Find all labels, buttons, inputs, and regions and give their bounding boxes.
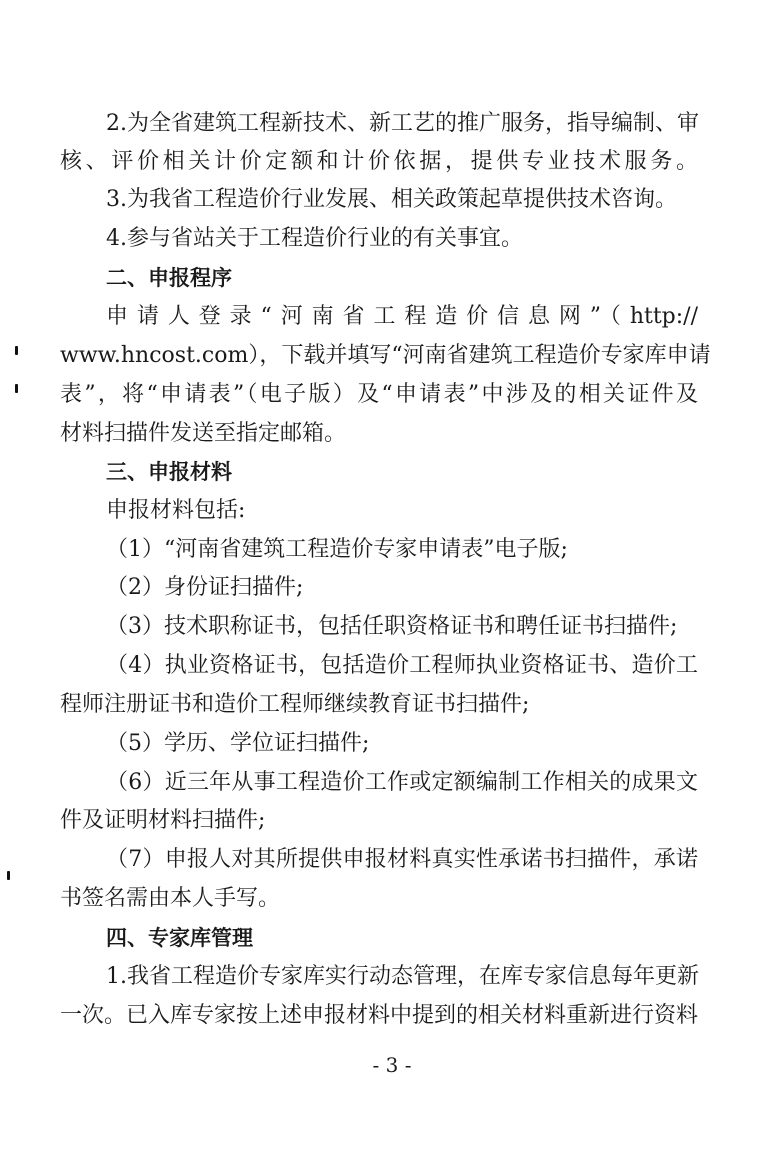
paragraph-line: 3.为我省工程造价行业发展、相关政策起草提供技术咨询。	[106, 187, 677, 212]
list-item: （1）“河南省建筑工程造价专家申请表”电子版;	[106, 537, 568, 562]
paragraph-line: 核、评价相关计价定额和计价依据，提供专业技术服务。	[60, 149, 698, 174]
list-item-continuation: 件及证明材料扫描件;	[60, 808, 266, 833]
list-item: （4）执业资格证书，包括造价工程师执业资格证书、造价工	[106, 653, 698, 678]
paragraph-line: 1.我省工程造价专家库实行动态管理，在库专家信息每年更新	[106, 964, 699, 989]
page-number: - 3 -	[372, 1053, 412, 1077]
list-item: （2）身份证扫描件;	[106, 575, 304, 600]
list-item-continuation: 程师注册证书和造价工程师继续教育证书扫描件;	[60, 692, 530, 717]
scan-speck	[15, 346, 18, 355]
paragraph-line: 表”，将“申请表”（电子版）及“申请表”中涉及的相关证件及	[60, 382, 698, 407]
list-item: （5）学历、学位证扫描件;	[106, 731, 370, 756]
paragraph-line: 一次。已入库专家按上述申报材料中提到的相关材料重新进行资料	[60, 1003, 699, 1028]
paragraph-line: 申报材料包括:	[106, 498, 246, 523]
paragraph-line: 4.参与省站关于工程造价行业的有关事宜。	[106, 226, 523, 251]
section-heading: 四、专家库管理	[106, 926, 253, 950]
scan-speck	[7, 871, 10, 880]
list-item: （7）申报人对其所提供申报材料真实性承诺书扫描件，承诺	[106, 847, 698, 872]
list-item: （3）技术职称证书，包括任职资格证书和聘任证书扫描件;	[106, 614, 678, 639]
paragraph-line: 申请人登录“河南省工程造价信息网”（http://	[106, 304, 698, 329]
paragraph-line: 材料扫描件发送至指定邮箱。	[60, 421, 347, 446]
list-item: （6）近三年从事工程造价工作或定额编制工作相关的成果文	[106, 770, 698, 795]
paragraph-line: www.hncost.com），下载并填写“河南省建筑工程造价专家库申请	[60, 343, 711, 368]
paragraph-line: 2.为全省建筑工程新技术、新工艺的推广服务，指导编制、审	[106, 111, 699, 136]
scan-speck	[15, 384, 18, 393]
list-item-continuation: 书签名需由本人手写。	[60, 886, 281, 911]
section-heading: 二、申报程序	[106, 266, 232, 290]
section-heading: 三、申报材料	[106, 460, 232, 484]
